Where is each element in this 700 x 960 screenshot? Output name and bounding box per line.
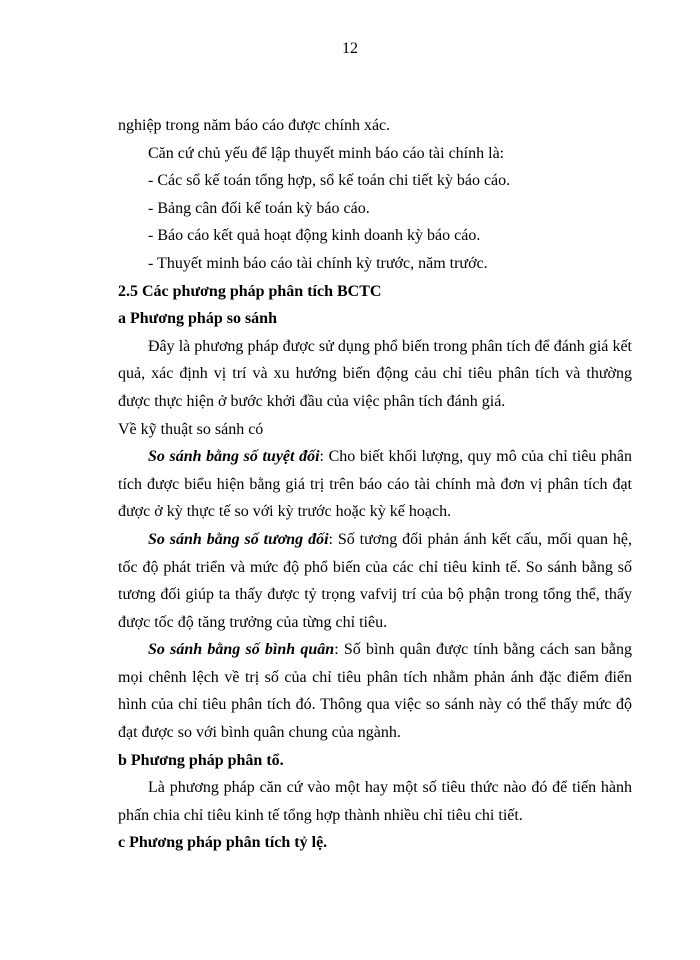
paragraph-techniques: Về kỹ thuật so sánh có	[118, 420, 264, 438]
paragraph-grouping: Là phương pháp căn cứ vào một hay một số tiêu thức nào đó để tiến hành phấn chia chỉ tiêu kinh tế tổng hợp thành nhiều chỉ tiêu chi tiết.	[118, 779, 632, 824]
paragraph-continuation: nghiệp trong năm báo cáo được chính xác.	[118, 117, 391, 134]
term-absolute: So sánh bằng số tuyệt đối	[148, 448, 320, 466]
paragraph-basis-intro: Căn cứ chủ yếu để lập thuyết minh báo cáo tài chính là:	[148, 144, 505, 162]
bullet-item: - Bảng cân đối kế toán kỳ báo cáo.	[148, 199, 370, 217]
definition-absolute: : Cho biết khối lượng, quy mô của chỉ tiêu phân tích được biểu hiện bằng giá trị trên báo cáo tài chính mà đơn vị phân tích đạt được ở kỳ thực tế so với kỳ trước hoặc kỳ kế hoạch.	[118, 448, 632, 521]
subsection-heading-b: b Phương pháp phân tổ.	[118, 751, 284, 769]
definition-average: : Số bình quân được tính bằng cách san bằng mọi chênh lệch về trị số của chỉ tiêu phân tích nhằm phản ánh đặc điểm điển hình của chỉ tiêu phân tích đó. Thông qua việc so sánh này có thể thấy mức độ đạt được so với bình quân chung của ngành.	[118, 641, 632, 742]
paragraph-average-comparison	[118, 636, 632, 746]
subsection-heading-a: a Phương pháp so sánh	[118, 310, 277, 328]
document-body	[118, 112, 632, 857]
term-relative: So sánh bằng số tương đối	[148, 530, 329, 548]
bullet-item: - Báo cáo kết quả hoạt động kinh doanh kỳ báo cáo.	[148, 227, 481, 245]
definition-relative: : Số tương đối phản ánh kết cấu, mối quan hệ, tốc độ phát triển và mức độ phổ biến của các chỉ tiêu kinh tế. So sánh bằng số tương đối giúp ta thấy được tỷ trọng vafvij trí của bộ phận trong tổng thể, thấy được tốc độ tăng trưởng của từng chỉ tiêu.	[118, 530, 632, 631]
page-number: 12	[342, 40, 358, 57]
bullet-item: - Thuyết minh báo cáo tài chính kỳ trước, năm trước.	[148, 254, 488, 272]
bullet-item: - Các sổ kế toán tổng hợp, sổ kế toán chi tiết kỳ báo cáo.	[148, 172, 511, 190]
term-average: So sánh bằng số bình quân	[148, 641, 335, 659]
paragraph-absolute-comparison	[118, 443, 632, 526]
paragraph-compare-intro: Đây là phương pháp được sử dụng phổ biến trong phân tích để đánh giá kết quả, xác định vị trí và xu hướng biến động cảu chỉ tiêu phân tích và thường được thực hiện ở bước khởi đầu của việc phân tích đánh giá.	[118, 337, 632, 410]
paragraph-relative-comparison	[118, 526, 632, 636]
subsection-heading-c: c Phương pháp phân tích tỷ lệ.	[118, 834, 328, 852]
section-heading-2-5: 2.5 Các phương pháp phân tích BCTC	[118, 282, 382, 300]
